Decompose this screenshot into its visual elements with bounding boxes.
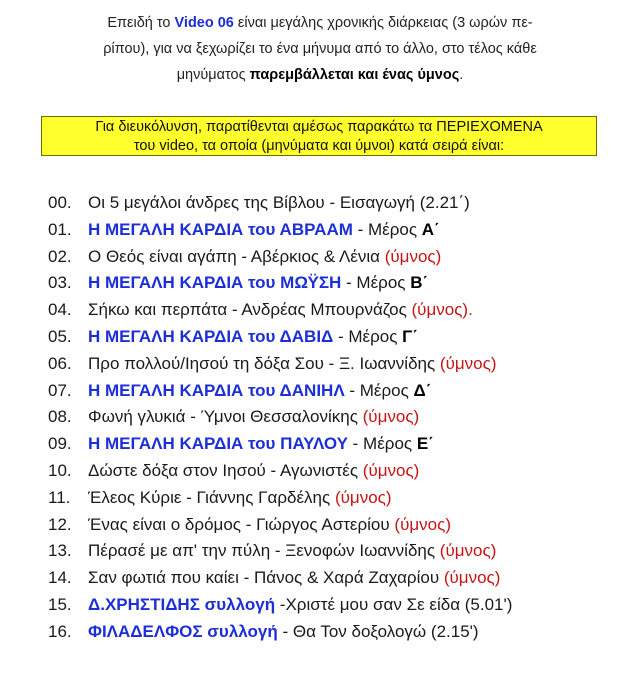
item-text: - Μέρος: [347, 434, 417, 454]
item-hymn-tag: (ύμνος).: [411, 300, 473, 320]
item-hymn-tag: (ύμνος): [443, 568, 501, 588]
list-item: [48, 565, 628, 592]
item-text: Προ πολλού/Ιησού τη δόξα Σου - Ξ. Ιωαννίδης: [88, 353, 440, 373]
item-highlight: Η ΜΕΓΑΛΗ ΚΑΡΔΙΑ του ΠΑΥΛΟΥ: [88, 434, 348, 454]
item-text: Πέρασέ με απ' την πύλη - Ξενοφών Ιωαννίδης: [88, 541, 440, 561]
item-number: 07.: [48, 380, 72, 400]
item-text: Ένας είναι ο δρόμος - Γιώργος Αστερίου: [88, 514, 395, 534]
item-text: Σήκω και περπάτα - Ανδρέας Μπουρνάζος: [88, 300, 412, 320]
list-item: [48, 217, 628, 244]
list-item: [48, 458, 628, 485]
item-number: 13.: [48, 541, 72, 561]
intro-line-2: ρίπου), για να ξεχωρίζει το ένα μήνυμα από το άλλο, στο τέλος κάθε: [103, 41, 537, 57]
item-hymn-tag: (ύμνος): [334, 487, 392, 507]
item-number: 04.: [48, 300, 72, 320]
item-text: - Μέρος: [344, 380, 414, 400]
list-item: [48, 404, 628, 431]
item-number: 15.: [48, 594, 72, 614]
list-item: [48, 244, 628, 271]
list-item: [48, 619, 628, 646]
list-item: [48, 485, 628, 512]
note-line-2: του video, τα οποία (μηνύματα και ύμνοι) κατά σειρά είναι:: [133, 138, 505, 154]
item-number: 03.: [48, 273, 72, 293]
item-text: Φωνή γλυκιά - Ύμνοι Θεσσαλονίκης: [88, 407, 363, 427]
item-part: Γ΄: [402, 326, 419, 346]
item-number: 10.: [48, 460, 72, 480]
item-highlight: Η ΜΕΓΑΛΗ ΚΑΡΔΙΑ του ΔΑΝΙΗΛ: [88, 380, 345, 400]
item-number: 11.: [48, 487, 71, 507]
intro-line-1: Επειδή το Video 06 είναι μεγάλης χρονικής διάρκειας (3 ωρών πε-: [107, 15, 533, 31]
list-item: [48, 538, 628, 565]
item-text: - Μέρος: [333, 326, 403, 346]
item-hymn-tag: (ύμνος): [362, 407, 420, 427]
list-item: [48, 592, 628, 619]
item-part: Α΄: [421, 219, 440, 239]
item-text: Οι 5 μεγάλοι άνδρες της Βίβλου - Εισαγωγή (2.21΄): [88, 193, 470, 212]
item-number: 05.: [48, 326, 72, 346]
item-hymn-tag: (ύμνος): [394, 514, 451, 534]
item-number: 14.: [48, 568, 72, 588]
intro-line-3: μηνύματος παρεμβάλλεται και ένας ύμνος.: [176, 67, 464, 83]
item-number: 02.: [48, 246, 72, 266]
item-number: 01.: [48, 219, 72, 239]
item-text: -Χριστέ μου σαν Σε είδα (5.01'): [275, 594, 513, 614]
note-line-1: Για διευκόλυνση, παρατίθενται αμέσως παρακάτω τα ΠΕΡΙΕΧΟΜΕΝΑ: [95, 119, 543, 135]
contents-list: [48, 190, 628, 646]
intro-emphasis: παρεμβάλλεται και ένας ύμνος: [249, 67, 460, 83]
item-part: Β΄: [410, 273, 429, 293]
item-text: Σαν φωτιά που καίει - Πάνος & Χαρά Ζαχαρίου: [88, 568, 444, 588]
list-item: [48, 324, 628, 351]
item-text: - Θα Τον δοξολογώ (2.15'): [277, 621, 479, 641]
item-highlight: Η ΜΕΓΑΛΗ ΚΑΡΔΙΑ του ΔΑΒΙΔ: [88, 326, 334, 346]
item-text: Ο Θεός είναι αγάπη - Αβέρκιος & Λένια: [88, 246, 385, 266]
item-hymn-tag: (ύμνος): [439, 353, 497, 373]
list-item: [48, 190, 628, 217]
item-highlight: Δ.ΧΡΗΣΤΙΔΗΣ συλλογή: [88, 594, 276, 614]
list-item: [48, 297, 628, 324]
list-item: [48, 431, 628, 458]
item-text: Δώστε δόξα στον Ιησού - Αγωνιστές: [88, 460, 363, 480]
list-item: [48, 351, 628, 378]
list-item: [48, 512, 628, 539]
item-hymn-tag: (ύμνος): [384, 246, 442, 266]
item-number: 09.: [48, 434, 72, 454]
list-item: [48, 270, 628, 297]
item-highlight: Η ΜΕΓΑΛΗ ΚΑΡΔΙΑ του ΑΒΡΑΑΜ: [88, 219, 353, 239]
item-part: Ε΄: [416, 434, 434, 454]
video-title: Video 06: [174, 15, 234, 31]
item-text: Έλεος Κύριε - Γιάννης Γαρδέλης: [88, 487, 335, 507]
item-highlight: ΦΙΛΑΔΕΛΦΟΣ συλλογή: [88, 621, 278, 641]
item-number: 08.: [48, 407, 72, 427]
item-highlight: Η ΜΕΓΑΛΗ ΚΑΡΔΙΑ του ΜΩΫΣΗ: [88, 273, 342, 293]
item-number: 06.: [48, 353, 72, 373]
item-number: 00.: [48, 193, 72, 212]
item-text: - Μέρος: [352, 219, 422, 239]
item-number: 12.: [48, 514, 72, 534]
item-hymn-tag: (ύμνος): [362, 460, 420, 480]
item-number: 16.: [48, 621, 72, 641]
contents-note-box: [41, 116, 597, 156]
item-part: Δ΄: [413, 380, 432, 400]
intro-paragraph: [30, 10, 610, 88]
item-text: - Μέρος: [341, 273, 411, 293]
item-hymn-tag: (ύμνος): [439, 541, 497, 561]
list-item: [48, 378, 628, 405]
